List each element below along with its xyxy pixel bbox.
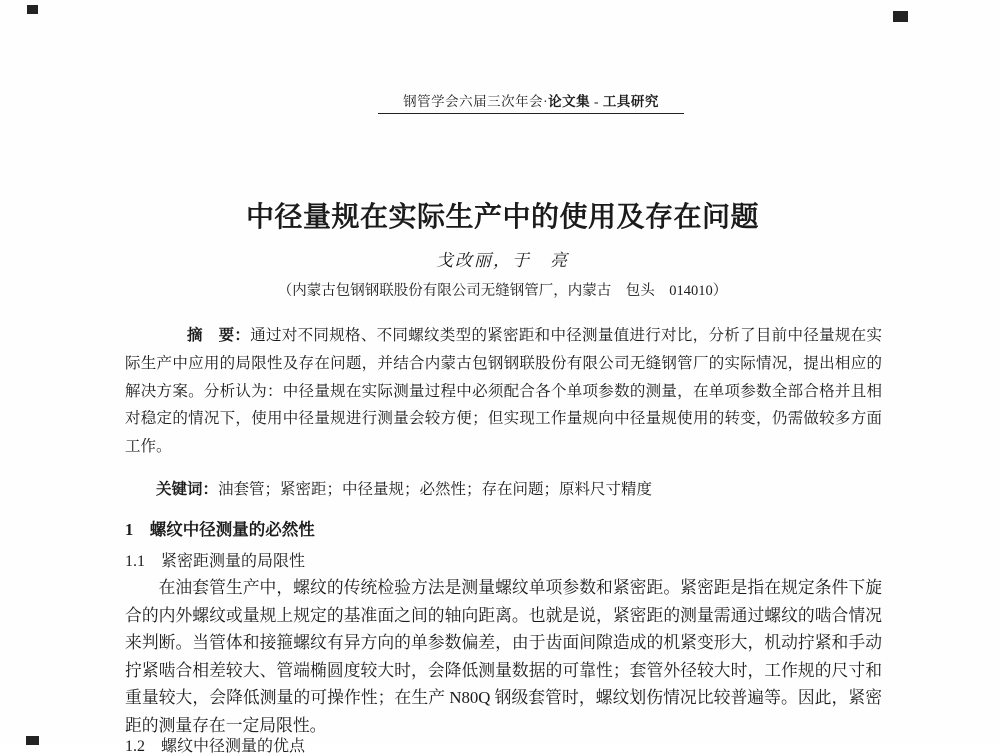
running-header (378, 90, 684, 114)
section-1-1-heading: 1.1 紧密距测量的局限性 (125, 553, 306, 570)
abstract-paragraph (125, 322, 882, 461)
header-collection-text: 论文集 (548, 94, 591, 109)
section-1-1-body: 在油套管生产中，螺纹的传统检验方法是测量螺纹单项参数和紧密距。紧密距是指在规定条件下旋合的内外螺纹或量规上规定的基准面之间的轴向距离。也就是说，紧密距的测量需通过螺纹的啮合情况来判断。当管体和接箍螺纹有异方向的单参数偏差，由于齿面间隙造成的机紧变形大，机动拧紧和手动拧紧啮合相差较大、管端椭圆度较大时，会降低测量数据的可靠性；套管外径较大时，工作规的尺寸和重量较大，会降低测量的可操作性；在生产 N80Q 钢级套管时，螺纹划伤情况比较普遍等。因此，紧密距的测量存在一定局限性。 (125, 578, 882, 735)
header-separator: - (590, 94, 603, 109)
paper-title: 中径量规在实际生产中的使用及存在问题 (245, 201, 759, 233)
authors-line: 戈改丽，于 亮 (436, 251, 569, 270)
section-1-2-heading: 1.2 螺纹中径测量的优点 (125, 738, 306, 755)
abstract-label: 摘 要： (187, 327, 251, 344)
header-conference-text: 钢管学会六届三次年会· (403, 94, 549, 109)
affiliation-line: （内蒙古包钢钢联股份有限公司无缝钢管厂，内蒙古 包头 014010） (277, 283, 728, 299)
section-1-heading: 1 螺纹中径测量的必然性 (125, 520, 315, 539)
keywords-line (125, 477, 882, 499)
keywords-label: 关键词： (156, 481, 219, 498)
header-category-text: 工具研究 (602, 94, 659, 109)
abstract-text: 通过对不同规格、不同螺纹类型的紧密距和中径测量值进行对比，分析了目前中径量规在实际生产中应用的局限性及存在问题，并结合内蒙古包钢钢联股份有限公司无缝钢管厂的实际情况，提出相应的解决方案。分析认为：中径量规在实际测量过程中必须配合各个单项参数的测量，在单项参数全部合格并且相对稳定的情况下，使用中径量规进行测量会较方便；但实现工作量规向中径量规使用的转变，仍需做较多方面工作。 (125, 327, 882, 456)
scan-artifact-bottom-left (26, 736, 39, 745)
keywords-text: 油套管；紧密距；中径量规；必然性；存在问题；原料尺寸精度 (218, 481, 653, 498)
scan-artifact-top-right (893, 11, 908, 22)
scan-artifact-top-left (27, 5, 38, 14)
